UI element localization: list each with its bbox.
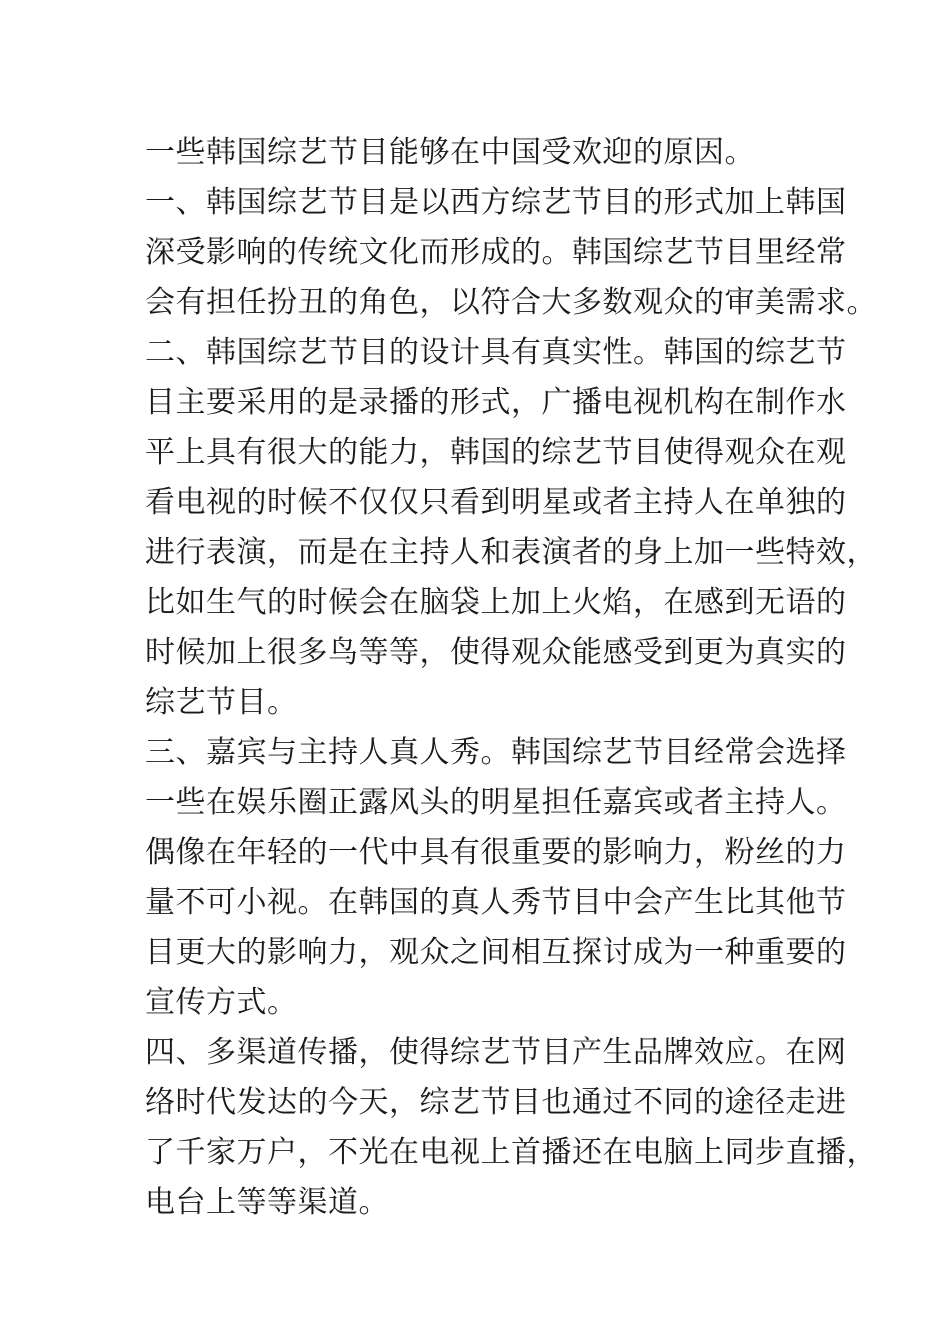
text-line: 四、多渠道传播，使得综艺节目产生品牌效应。在网	[145, 1035, 847, 1070]
text-line: 偶像在年轻的一代中具有很重要的影响力，粉丝的力	[145, 835, 847, 870]
text-line: 电台上等等渠道。	[145, 1185, 389, 1220]
text-line: 平上具有很大的能力，韩国的综艺节目使得观众在观	[145, 435, 847, 470]
text-line: 一、韩国综艺节目是以西方综艺节目的形式加上韩国	[145, 185, 847, 220]
text-line: 深受影响的传统文化而形成的。韩国综艺节目里经常	[145, 235, 847, 270]
text-line: 一些在娱乐圈正露风头的明星担任嘉宾或者主持人。	[145, 785, 847, 820]
document-body	[145, 128, 877, 1228]
text-line: 宣传方式。	[145, 985, 298, 1020]
text-line: 目主要采用的是录播的形式，广播电视机构在制作水	[145, 385, 847, 420]
text-line: 比如生气的时候会在脑袋上加上火焰，在感到无语的	[145, 585, 847, 620]
text-line: 时候加上很多鸟等等，使得观众能感受到更为真实的	[145, 635, 847, 670]
text-line: 目更大的影响力，观众之间相互探讨成为一种重要的	[145, 935, 847, 970]
text-line: 进行表演，而是在主持人和表演者的身上加一些特效，	[145, 535, 877, 570]
text-line: 二、韩国综艺节目的设计具有真实性。韩国的综艺节	[145, 335, 847, 370]
text-line: 量不可小视。在韩国的真人秀节目中会产生比其他节	[145, 885, 847, 920]
text-line: 会有担任扮丑的角色，以符合大多数观众的审美需求。	[145, 285, 877, 320]
text-line: 络时代发达的今天，综艺节目也通过不同的途径走进	[145, 1085, 847, 1120]
text-line: 看电视的时候不仅仅只看到明星或者主持人在单独的	[145, 485, 847, 520]
text-line: 一些韩国综艺节目能够在中国受欢迎的原因。	[145, 135, 755, 170]
text-line: 了千家万户，不光在电视上首播还在电脑上同步直播，	[145, 1135, 877, 1170]
text-line: 三、嘉宾与主持人真人秀。韩国综艺节目经常会选择	[145, 735, 847, 770]
text-line: 综艺节目。	[145, 685, 298, 720]
